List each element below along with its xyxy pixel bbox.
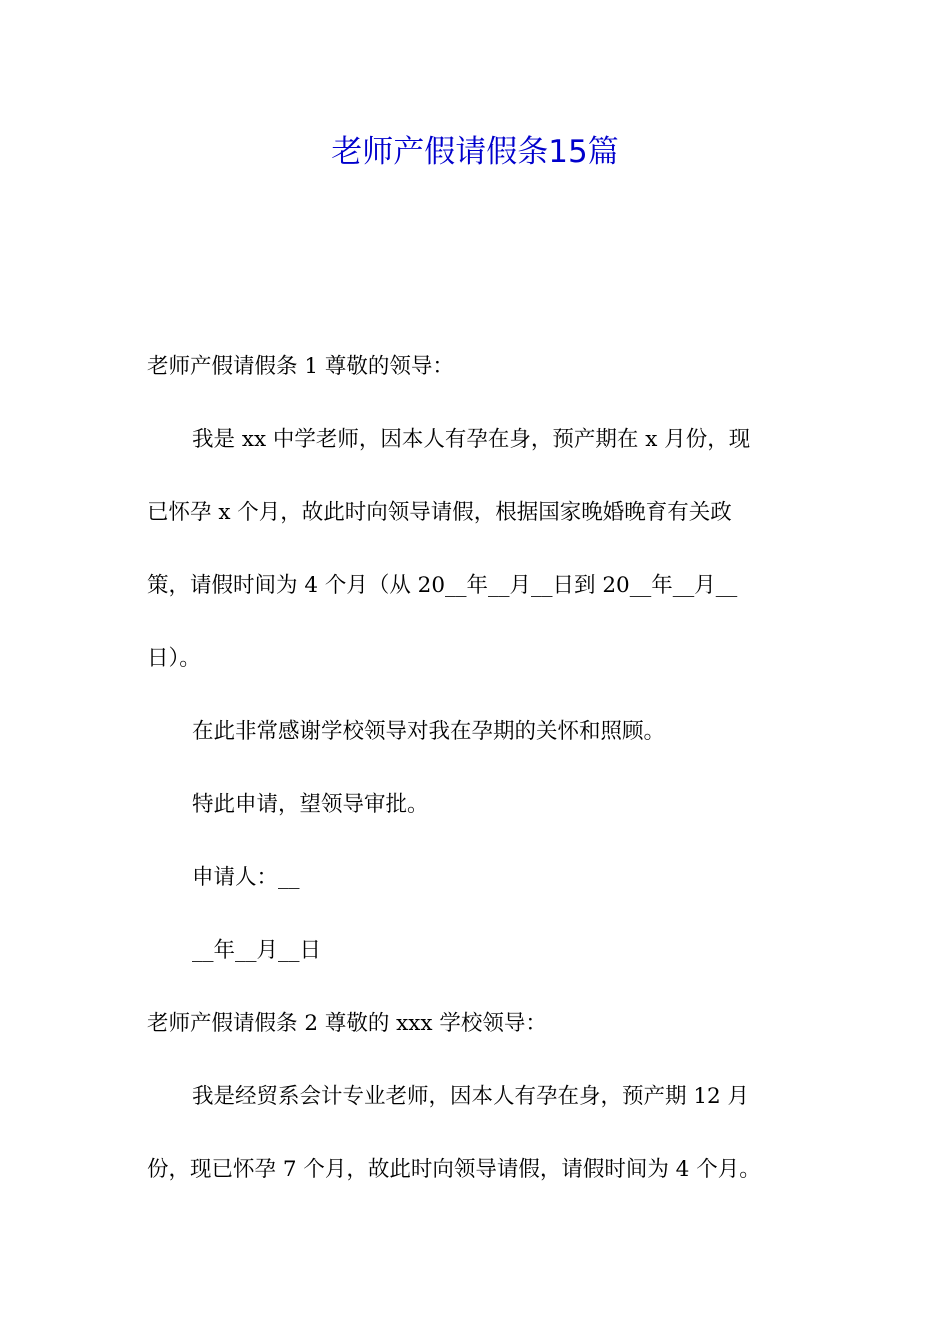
- letter-2-heading: 老师产假请假条 2 尊敬的 xxx 学校领导：: [147, 1011, 547, 1036]
- letter-1-paragraph-line-3: 策，请假时间为 4 个月（从 20__年__月__日到 20__年__月__: [147, 573, 738, 598]
- letter-1-paragraph-line-4: 日）。: [147, 646, 201, 671]
- letter-1-paragraph-line-1: 我是 xx 中学老师，因本人有孕在身，预产期在 x 月份，现: [192, 427, 751, 452]
- letter-1-date: __年__月__日: [192, 938, 322, 963]
- document-body: [147, 330, 817, 1206]
- letter-1-thanks: 在此非常感谢学校领导对我在孕期的关怀和照顾。: [192, 719, 666, 744]
- letter-2-paragraph-line-1: 我是经贸系会计专业老师，因本人有孕在身，预产期 12 月: [192, 1084, 750, 1109]
- letter-2-paragraph-line-2: 份，现已怀孕 7 个月，故此时向领导请假，请假时间为 4 个月。: [147, 1157, 761, 1182]
- letter-1-paragraph-line-2: 已怀孕 x 个月，故此时向领导请假，根据国家晚婚晚育有关政: [147, 500, 732, 525]
- letter-1-applicant: 申请人：__: [192, 865, 300, 890]
- document-title: 老师产假请假条15篇: [331, 134, 619, 170]
- letter-1-request: 特此申请，望领导审批。: [192, 792, 429, 817]
- letter-1-heading: 老师产假请假条 1 尊敬的领导：: [147, 354, 454, 379]
